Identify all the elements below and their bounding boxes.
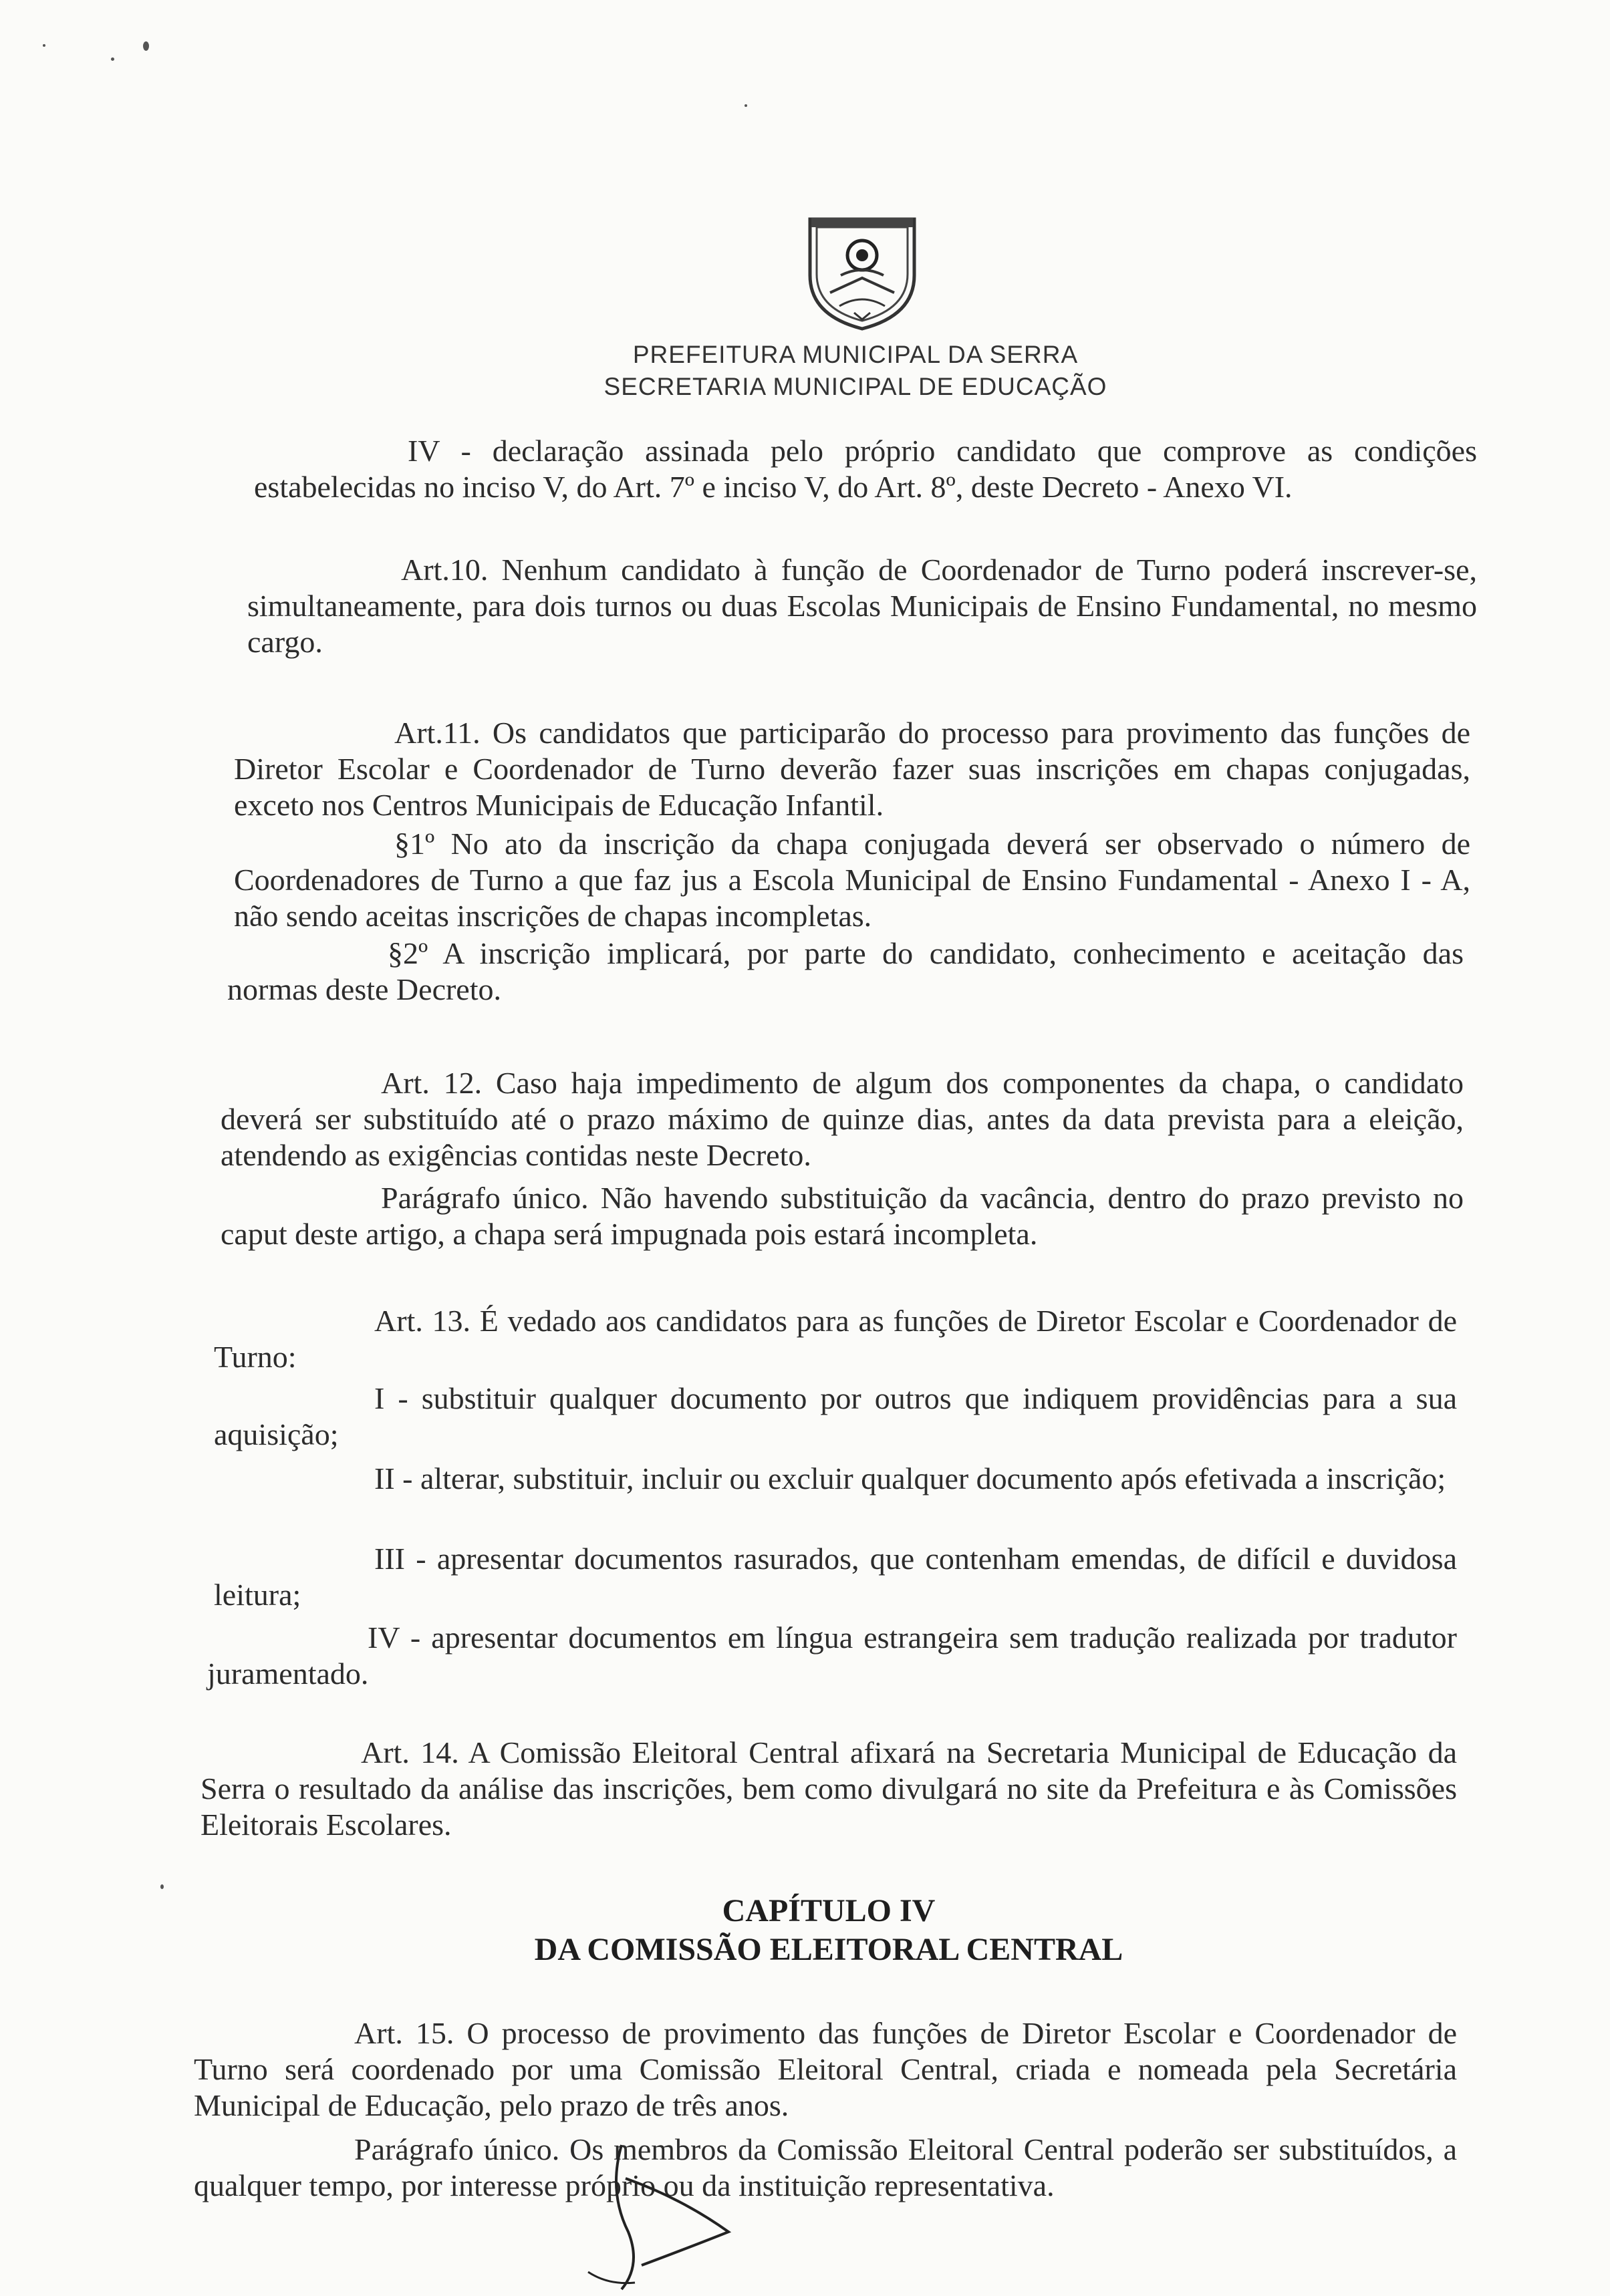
paragraph-art10 [247,552,1477,660]
paragraph-text: Art.11. Os candidatos que participarão do processo para provimento das funções de Diretor Escolar e Coordenador de Turno deverão fazer suas inscrições em chapas conjugadas, exceto nos Centros Municipais de Educação Infantil. [234,716,1470,822]
paragraph-art15 [194,2015,1457,2124]
paragraph-art11-s2 [227,936,1464,1008]
paragraph-text: §2º A inscrição implicará, por parte do candidato, conhecimento e aceitação das normas deste Decreto. [227,936,1464,1006]
paragraph-art12-single [221,1180,1464,1252]
paragraph-text: IV - declaração assinada pelo próprio candidato que comprove as condições estabelecidas no inciso V, do Art. 7º e inciso V, do Art. 8º, deste Decreto - Anexo VI. [254,434,1477,504]
paragraph-art13-ii [214,1461,1457,1497]
paragraph-art11 [234,715,1470,823]
paragraph-text: Parágrafo único. Os membros da Comissão Eleitoral Central poderão ser substituídos, a qualquer tempo, por interesse próprio ou da instituição representativa. [194,2132,1457,2202]
header-institution: PREFEITURA MUNICIPAL DA SERRA [632,341,1079,368]
header-department: SECRETARIA MUNICIPAL DE EDUCAÇÃO [603,373,1107,400]
scan-speck [160,1884,164,1889]
paragraph-text: §1º No ato da inscrição da chapa conjugada deverá ser observado o número de Coordenadores de Turno a que faz jus a Escola Municipal de Ensino Fundamental - Anexo I - A, não sendo aceitas inscrições de chapas incompletas. [234,827,1470,933]
paragraph-text: Parágrafo único. Não havendo substituição da vacância, dentro do prazo previsto no caput deste artigo, a chapa será impugnada pois estará incompleta. [221,1181,1464,1251]
paragraph-text: II - alterar, substituir, incluir ou excluir qualquer documento após efetivada a inscrição; [374,1461,1446,1495]
scan-speck [43,44,45,47]
chapter-subtitle: DA COMISSÃO ELEITORAL CENTRAL [534,1932,1123,1967]
scan-speck [745,104,747,107]
handwritten-initials-signature [561,2132,762,2296]
paragraph-text: Art. 15. O processo de provimento das funções de Diretor Escolar e Coordenador de Turno será coordenado por uma Comissão Eleitoral Central, criada e nomeada pela Secretária Municipal de Educação, pelo prazo de três anos. [194,2016,1457,2122]
scan-speck [143,41,149,51]
paragraph-text: III - apresentar documentos rasurados, que contenham emendas, de difícil e duvidosa leitura; [214,1542,1457,1612]
paragraph-text: IV - apresentar documentos em língua estrangeira sem tradução realizada por tradutor juramentado. [207,1620,1457,1691]
paragraph-art13-i [214,1381,1457,1453]
paragraph-art13 [214,1303,1457,1375]
paragraph-art15-single [194,2132,1457,2204]
paragraph-text: I - substituir qualquer documento por outros que indiquem providências para a sua aquisição; [214,1381,1457,1451]
paragraph-text: Art. 14. A Comissão Eleitoral Central afixará na Secretaria Municipal de Educação da Serra o resultado da análise das inscrições, bem como divulgará no site da Prefeitura e às Comissões Eleitorais Escolares. [200,1735,1457,1842]
paragraph-art13-iii [214,1541,1457,1613]
paragraph-art11-s1 [234,826,1470,934]
paragraph-art14 [200,1735,1457,1843]
municipal-crest-logo [801,208,924,333]
paragraph-text: Art.10. Nenhum candidato à função de Coordenador de Turno poderá inscrever-se, simultaneamente, para dois turnos ou duas Escolas Municipais de Ensino Fundamental, no mesmo cargo. [247,553,1477,659]
paragraph-art13-iv [207,1620,1457,1692]
paragraph-text: Art. 12. Caso haja impedimento de algum dos componentes da chapa, o candidato deverá ser substituído até o prazo máximo de quinze dias, antes da data prevista para a eleição, atendendo as exigências contidas neste Decreto. [221,1066,1464,1172]
scan-speck [111,57,114,61]
paragraph-art12 [221,1065,1464,1173]
paragraph-art9-iv [254,433,1477,505]
chapter-title: CAPÍTULO IV [722,1893,936,1928]
paragraph-text: Art. 13. É vedado aos candidatos para as funções de Diretor Escolar e Coordenador de Turno: [214,1304,1457,1374]
